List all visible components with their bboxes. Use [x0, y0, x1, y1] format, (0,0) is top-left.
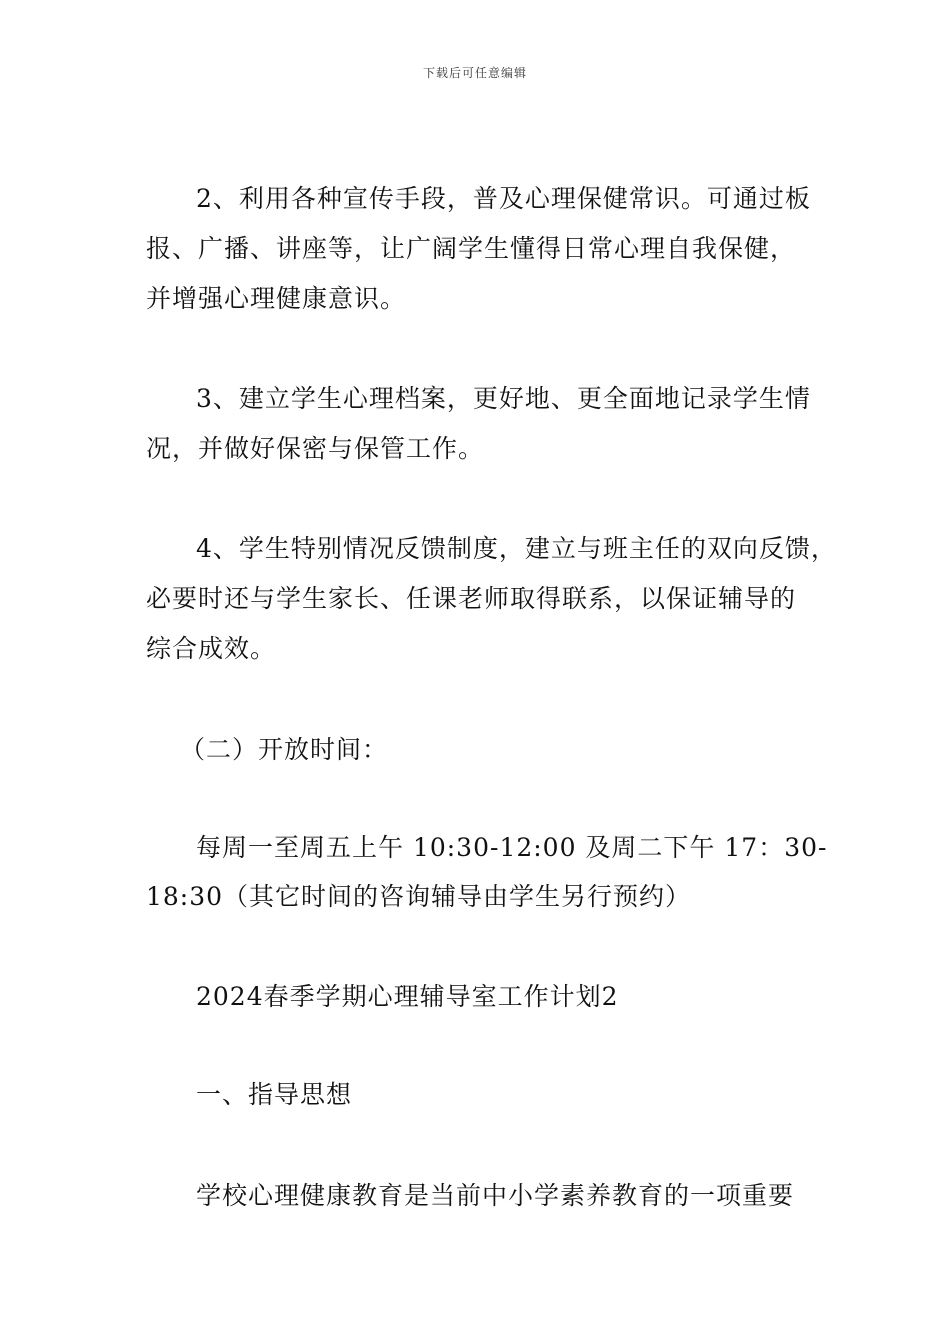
paragraph-4-line-2: 必要时还与学生家长、任课老师取得联系，以保证辅导的 [146, 584, 797, 613]
page-header-note: 下载后可任意编辑 [422, 66, 527, 80]
plan-title: 2024春季学期心理辅导室工作计划2 [196, 982, 619, 1011]
paragraph-2-line-3: 并增强心理健康意识。 [146, 284, 407, 313]
paragraph-2-line-1: 2、利用各种宣传手段，普及心理保健常识。可通过板 [196, 184, 811, 213]
paragraph-2-line-2: 报、广播、讲座等，让广阔学生懂得日常心理自我保健， [146, 234, 797, 263]
intro-line-1: 学校心理健康教育是当前中小学素养教育的一项重要 [196, 1181, 795, 1210]
section-heading-guiding-thought: 一、指导思想 [196, 1080, 353, 1109]
hours-line-1: 每周一至周五上午 10:30-12:00 及周二下午 17：30- [196, 833, 828, 862]
paragraph-3-line-1: 3、建立学生心理档案，更好地、更全面地记录学生情 [196, 384, 811, 413]
paragraph-3-line-2: 况，并做好保密与保管工作。 [146, 434, 485, 463]
hours-line-2: 18:30（其它时间的咨询辅导由学生另行预约） [146, 882, 692, 911]
paragraph-4-line-3: 综合成效。 [146, 634, 277, 663]
section-heading-opening-hours: （二）开放时间： [180, 735, 389, 764]
paragraph-4-line-1: 4、学生特别情况反馈制度，建立与班主任的双向反馈， [196, 534, 837, 563]
